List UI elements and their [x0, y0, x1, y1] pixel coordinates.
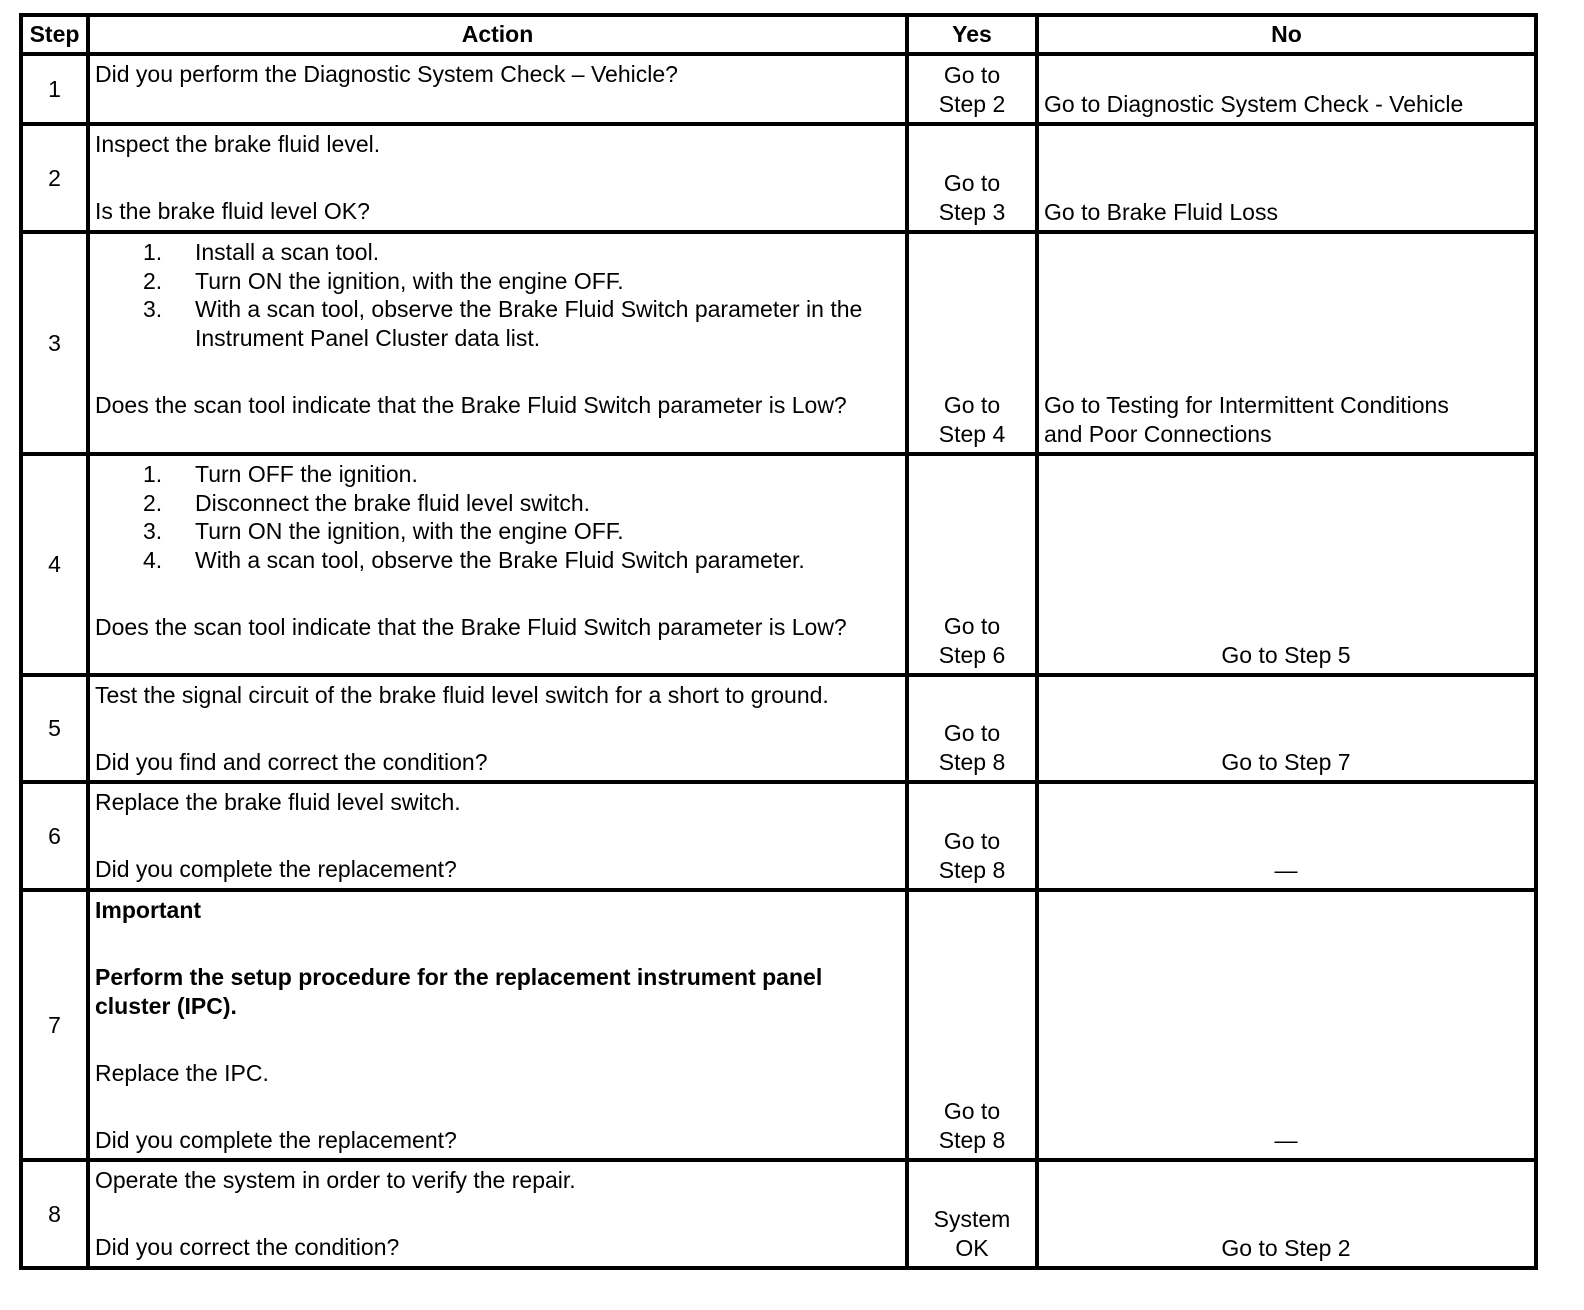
no-cell: [1037, 782, 1536, 890]
spacer: [95, 574, 899, 613]
yes-line: Step 2: [938, 90, 1006, 117]
yes-cell: [907, 232, 1037, 454]
yes-line: Go to: [943, 1098, 1001, 1124]
action-question: Does the scan tool indicate that the Brake Fluid Switch parameter is Low?: [95, 613, 847, 640]
action-question: Did you perform the Diagnostic System Check – Vehicle?: [95, 61, 678, 87]
yes-line: Go to: [943, 613, 1001, 639]
no-line: Go to Diagnostic System Check - Vehicle: [1044, 90, 1464, 117]
table-row: [21, 890, 1536, 1160]
no-line: Go to Step 7: [1221, 748, 1351, 775]
procedure-item-text: With a scan tool, observe the Brake Fluid Switch parameter in the Instrument Panel Cluster data list.: [195, 296, 863, 351]
action-cell: [88, 232, 907, 454]
procedure-item-text: Turn OFF the ignition.: [195, 461, 418, 487]
yes-line: Step 6: [938, 641, 1006, 668]
yes-cell: [907, 54, 1037, 124]
procedure-item-number: 1.: [143, 461, 163, 487]
procedure-item-text: With a scan tool, observe the Brake Fluid Switch parameter.: [195, 546, 805, 573]
action-cell: [88, 124, 907, 232]
yes-cell: [907, 124, 1037, 232]
no-cell: [1037, 124, 1536, 232]
procedure-item: [143, 460, 899, 489]
action-text: Replace the brake fluid level switch.: [95, 789, 461, 815]
yes-line: Go to: [943, 62, 1001, 88]
procedure-item-number: 3.: [143, 296, 163, 322]
table-row: [21, 232, 1536, 454]
no-cell: [1037, 675, 1536, 782]
yes-line: Go to: [943, 828, 1001, 854]
procedure-item-text: Disconnect the brake fluid level switch.: [195, 489, 591, 516]
no-cell: [1037, 54, 1536, 124]
yes-line: System: [933, 1206, 1011, 1232]
procedure-item: [143, 295, 899, 352]
action-cell: [88, 54, 907, 124]
procedure-item-number: 4.: [143, 546, 163, 573]
no-line: Go to Testing for Intermittent Conditions: [1044, 392, 1449, 418]
no-cell: [1037, 454, 1536, 675]
header-no: No: [1037, 15, 1536, 54]
no-line: —: [1274, 1126, 1298, 1153]
yes-line: Step 4: [938, 420, 1006, 447]
spacer: [95, 817, 899, 856]
yes-cell: [907, 1160, 1037, 1268]
yes-line: OK: [955, 1234, 989, 1261]
action-question: Did you correct the condition?: [95, 1234, 400, 1260]
step-cell: 2: [21, 124, 88, 232]
procedure-list: [95, 460, 899, 574]
action-text: Inspect the brake fluid level.: [95, 131, 381, 157]
no-cell: [1037, 890, 1536, 1160]
procedure-item-text: Turn ON the ignition, with the engine OFF.: [195, 267, 624, 294]
procedure-item-number: 3.: [143, 518, 163, 544]
important-label: Important: [95, 897, 202, 923]
procedure-item-text: Turn ON the ignition, with the engine OFF.: [195, 518, 624, 544]
procedure-item-number: 1.: [143, 239, 163, 265]
step-cell: 4: [21, 454, 88, 675]
header-action: Action: [88, 15, 907, 54]
spacer: [95, 352, 899, 391]
step-cell: 5: [21, 675, 88, 782]
action-cell: [88, 890, 907, 1160]
table-row: [21, 454, 1536, 675]
yes-cell: [907, 454, 1037, 675]
yes-line: Step 3: [938, 198, 1006, 225]
yes-line: Go to: [943, 720, 1001, 746]
step-cell: 3: [21, 232, 88, 454]
diagnostic-table: [19, 13, 1538, 1270]
action-text: Test the signal circuit of the brake fluid level switch for a short to ground.: [95, 682, 829, 708]
action-question: Did you complete the replacement?: [95, 1126, 457, 1153]
action-question: Did you find and correct the condition?: [95, 749, 488, 775]
yes-cell: [907, 890, 1037, 1160]
step-cell: 1: [21, 54, 88, 124]
action-question: Did you complete the replacement?: [95, 856, 457, 882]
table-row: [21, 782, 1536, 890]
table-row: [21, 675, 1536, 782]
step-cell: 6: [21, 782, 88, 890]
spacer: [95, 925, 899, 964]
no-line: Go to Brake Fluid Loss: [1044, 198, 1278, 225]
procedure-item: [143, 267, 899, 296]
action-cell: [88, 782, 907, 890]
action-question: Is the brake fluid level OK?: [95, 198, 370, 224]
step-cell: 7: [21, 890, 88, 1160]
procedure-item-text: Install a scan tool.: [195, 239, 380, 265]
procedure-item-number: 2.: [143, 489, 163, 516]
procedure-item: [143, 546, 899, 575]
spacer: [95, 1087, 899, 1126]
header-step: Step: [21, 15, 88, 54]
header-row: [21, 15, 1536, 54]
yes-line: Step 8: [938, 748, 1006, 775]
action-text: Replace the IPC.: [95, 1059, 269, 1086]
no-cell: [1037, 232, 1536, 454]
procedure-item: [143, 517, 899, 546]
no-line: and Poor Connections: [1044, 420, 1272, 447]
action-cell: [88, 1160, 907, 1268]
procedure-list: [95, 238, 899, 352]
action-cell: [88, 675, 907, 782]
procedure-item-number: 2.: [143, 267, 163, 294]
table-row: [21, 1160, 1536, 1268]
action-text: Operate the system in order to verify the repair.: [95, 1167, 576, 1193]
procedure-item: [143, 489, 899, 518]
no-line: —: [1274, 856, 1298, 883]
step-cell: 8: [21, 1160, 88, 1268]
header-yes: Yes: [907, 15, 1037, 54]
action-cell: [88, 454, 907, 675]
yes-line: Step 8: [938, 1126, 1006, 1153]
procedure-item: [143, 238, 899, 267]
table-row: [21, 54, 1536, 124]
important-text: Perform the setup procedure for the replacement instrument panel cluster (IPC).: [95, 964, 823, 1019]
yes-line: Step 8: [938, 856, 1006, 883]
no-cell: [1037, 1160, 1536, 1268]
spacer: [95, 159, 899, 198]
no-line: Go to Step 2: [1221, 1234, 1351, 1261]
spacer: [95, 710, 899, 749]
yes-cell: [907, 782, 1037, 890]
spacer: [95, 1020, 899, 1059]
spacer: [95, 1195, 899, 1234]
no-line: Go to Step 5: [1221, 641, 1351, 668]
yes-cell: [907, 675, 1037, 782]
table-body: [21, 54, 1536, 1268]
table-row: [21, 124, 1536, 232]
yes-line: Go to: [943, 392, 1001, 418]
action-question: Does the scan tool indicate that the Brake Fluid Switch parameter is Low?: [95, 391, 847, 418]
yes-line: Go to: [943, 170, 1001, 196]
